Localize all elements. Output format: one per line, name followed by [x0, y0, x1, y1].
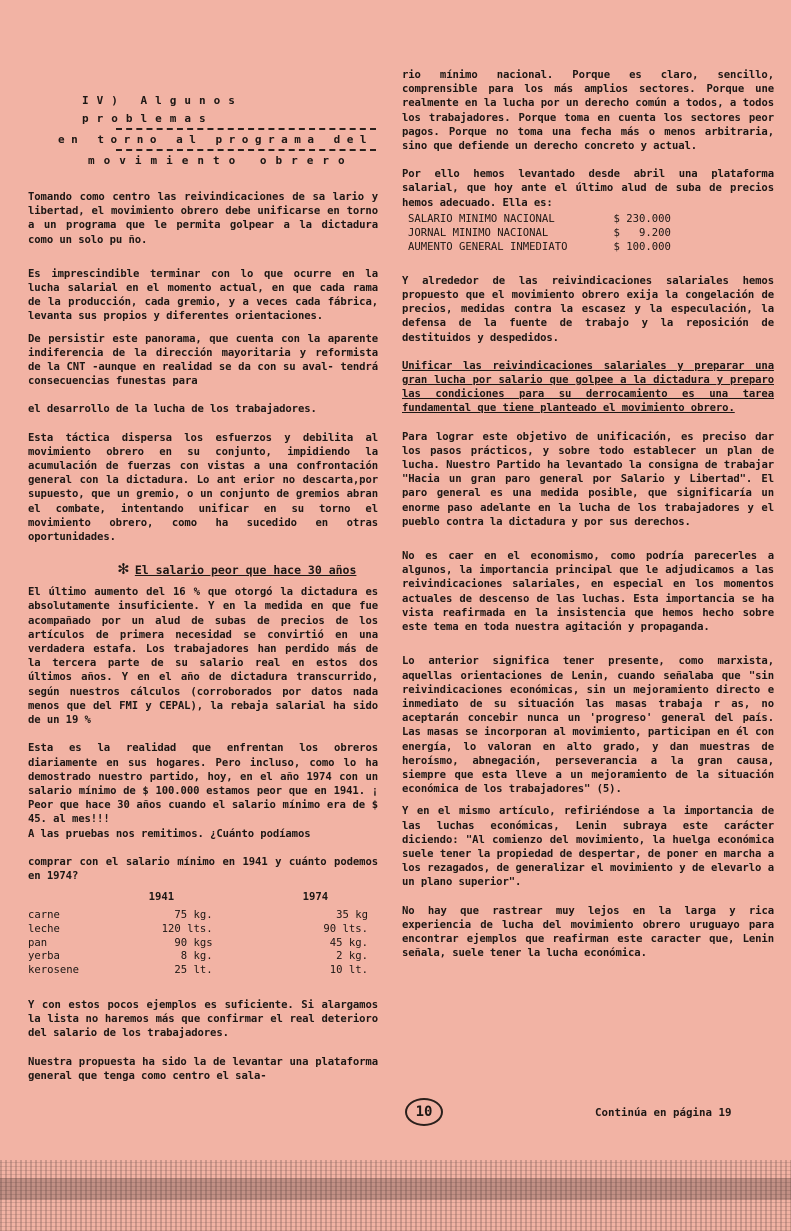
table-cell: 25 lt.	[174, 964, 213, 977]
table-row	[28, 937, 372, 951]
heading-line-2: en torno al programa del	[58, 133, 373, 146]
subheading	[118, 558, 378, 579]
table-cell: yerba	[28, 950, 60, 963]
paragraph: Para lograr este objetivo de unificación, es preciso dar los pasos prácticos, y sobre todo establecer un plan de lucha. Nuestro Partido ha levantado la consigna de trabajar "Hacia un gran paro general por Salario y Libertad". El paro general es una medida posible, que significaría un enorme paso adelante en la lucha de los trabajadores y el pueblo contra la dictadura y por sus derechos.	[402, 430, 774, 528]
table-row	[28, 923, 372, 937]
paragraph: Unificar las reivindicaciones salariales y preparar una gran lucha por salario que golpee a la dictadura y preparo las condiciones para su derrocamiento es una tarea fundamental que tiene planteado el movimiento obrero.	[402, 359, 774, 415]
table-cell: JORNAL MINIMO NACIONAL	[408, 226, 549, 239]
table-cell: 90 kgs	[174, 936, 213, 949]
heading-line-3: movimiento obrero	[88, 154, 354, 167]
paragraph: Esta es la realidad que enfrentan los obreros diariamente en sus hogares. Pero incluso, como lo ha demostrado nuestro partido, hoy, en el año 1974 con un salario mínimo de $ 100.000 estamos peor que en 1941. ¡ Peor que hace 30 años cuando el salario mínimo era de $ 45. al mes!!!	[28, 742, 378, 826]
page-number: 10	[405, 1098, 443, 1126]
table-cell: 2 kg.	[336, 950, 368, 963]
salary-platform-table	[408, 212, 677, 254]
table-row	[408, 212, 677, 226]
table-cell: 75 kg.	[174, 908, 213, 921]
paragraph: Y alrededor de las reivindicaciones salariales hemos propuesto que el movimiento obrero exija la congelación de precios, medidas contra la escasez y la especulación, la defensa de la fuente de trabajo y la reposición de destituidos y despedidos.	[402, 274, 774, 344]
table-row	[28, 950, 372, 964]
table-header: 1974	[302, 891, 329, 904]
table-row	[408, 226, 677, 240]
section-heading	[28, 92, 378, 170]
table-cell: $ 9.200	[613, 226, 671, 239]
paragraph: Es imprescindible terminar con lo que ocurre en la lucha salarial en el momento actual, en que cada rama de la producción, cada gremio, y a veces cada fábrica, levanta sus propios y diferentes orientaciones.	[28, 267, 378, 323]
table-row	[28, 964, 372, 978]
table-cell: kerosene	[28, 964, 80, 977]
paragraph: Tomando como centro las reivindicaciones de sa lario y libertad, el movimiento obrero debe unificarse en torno a un programa que le permita golpear a la dictadura como un solo pu ño.	[28, 191, 378, 246]
table-cell: 10 lt.	[329, 964, 368, 977]
paragraph: Esta táctica dispersa los esfuerzos y debilita al movimiento obrero en su conjunto, impidiendo la acumulación de fuerzas con vistas a una confrontación general con la dictadura. Lo ant erior no descarta,por supuesto, que un gremio, o un conjunto de gremios abran el combate, intentando unificar en su torno el movimiento obrero, como ha sucedido en otras oportunidades.	[28, 431, 378, 544]
paragraph: El último aumento del 16 % que otorgó la dictadura es absolutamente insuficiente. Y en la medida en que fue acompañado por un alud de subas de precios de los artículos de primera necesidad se convirtió en una verdadera estafa. Los trabajadores han perdido más de la tercera parte de su salario real en estos dos últimos años. Y en el año de dictadura transcurrido, según nuestros cálculos (corroborados por datos nada menos que del FMI y CEPAL), la rebaja salarial ha sido de un 19 %	[28, 586, 378, 727]
paragraph: Por ello hemos levantado desde abril una plataforma salarial, que hoy ante el último alud de suba de precios hemos adecuado. Ella es:	[402, 168, 774, 209]
table-cell: 8 kg.	[180, 950, 213, 963]
food-comparison-table	[28, 891, 372, 978]
table-header	[28, 891, 109, 909]
right-column	[402, 68, 774, 960]
paragraph: Y en el mismo artículo, refiriéndose a la importancia de las luchas económicas, Lenin subraya este carácter diciendo: "Al comienzo del movimiento, la huelga económica suele tener la propiedad de despertar, de poner en marcha a los rezagados, de generalizar el movimiento y de elevarlo a un plano superior".	[402, 805, 774, 889]
table-cell: 90 lts.	[323, 922, 368, 935]
heading-rule	[116, 149, 376, 151]
table-cell: $ 230.000	[613, 212, 671, 225]
table-cell: AUMENTO GENERAL INMEDIATO	[408, 240, 568, 253]
table-header: 1941	[148, 891, 175, 904]
continued-on-label: Continúa en página 19	[595, 1106, 732, 1119]
left-column	[28, 92, 378, 1083]
paragraph: Nuestra propuesta ha sido la de levantar una plataforma general que tenga como centro el sala-	[28, 1055, 378, 1082]
paragraph: comprar con el salario mínimo en 1941 y cuánto podemos en 1974?	[28, 855, 378, 882]
paragraph: A las pruebas nos remitimos. ¿Cuánto podíamos	[28, 827, 311, 840]
table-row	[28, 909, 372, 923]
asterisk-icon: ✻	[118, 558, 129, 580]
subheading-text: El salario peor que hace 30 años	[134, 563, 357, 578]
table-cell: SALARIO MINIMO NACIONAL	[408, 212, 555, 225]
table-cell: 45 kg.	[329, 936, 368, 949]
table-cell: carne	[28, 908, 60, 921]
table-cell: $ 100.000	[613, 240, 671, 253]
heading-rule	[116, 128, 376, 130]
scan-noise-band	[0, 1178, 791, 1200]
paragraph: No hay que rastrear muy lejos en la larga y rica experiencia de lucha del movimiento obrero uruguayo para encontrar ejemplos que reafirman este caracter que, Lenin señala, suele tener la lucha económica.	[402, 904, 774, 960]
paragraph: No es caer en el economismo, como podría parecerles a algunos, la importancia principal que le adjudicamos a las reivindicaciones salariales, en especial en los momentos actuales de descenso de las luchas. Esta importancia se ha vista reafirmada en la insistencia que hemos hecho sobre este tema en toda nuestra agitación y propaganda.	[402, 550, 774, 634]
paragraph: Y con estos pocos ejemplos es suficiente. Si alargamos la lista no haremos más que confirmar el real deterioro del salario de los trabajadores.	[28, 998, 378, 1040]
table-cell: 35 kg	[336, 908, 368, 921]
paragraph: De persistir este panorama, que cuenta con la aparente indiferencia de la dirección mayoritaria y reformista de la CNT -aunque en realidad se da con su aval- tendrá consecuencias funestas para	[28, 332, 378, 388]
table-cell: 120 lts.	[161, 922, 213, 935]
table-cell: pan	[28, 936, 48, 949]
paragraph: el desarrollo de la lucha de los trabajadores.	[28, 403, 317, 416]
heading-line-1: IV) Algunos problemas	[82, 94, 243, 125]
paragraph: Lo anterior significa tener presente, como marxista, aquellas orientaciones de Lenin, cuando señalaba que "sin reivindicaciones económicas, sin un mejoramiento directo e inmediato de su situación las masas trabaja r as, no aceptarán concebir nunca un 'progreso' general del país. Las masas se incorporan al movimiento, participan en él con energía, lo valoran en alto grado, y dan muestras de heroísmo, abnegación, perseverancia a la gran causa, siempre que esta lleve a un mejoramiento de la situación económica de los trabajadores" (5).	[402, 655, 774, 796]
table-row	[408, 240, 677, 254]
paragraph: rio mínimo nacional. Porque es claro, sencillo, comprensible para los más amplios sectores. Porque une realmente en la lucha por un derecho común a todos, a todos los trabajadores. Porque toma en cuenta los sectores peor pagos. Porque no toma una fecha más o menos arbitraria, sino que defiende un derecho concreto y actual.	[402, 69, 774, 153]
table-cell: leche	[28, 922, 60, 935]
